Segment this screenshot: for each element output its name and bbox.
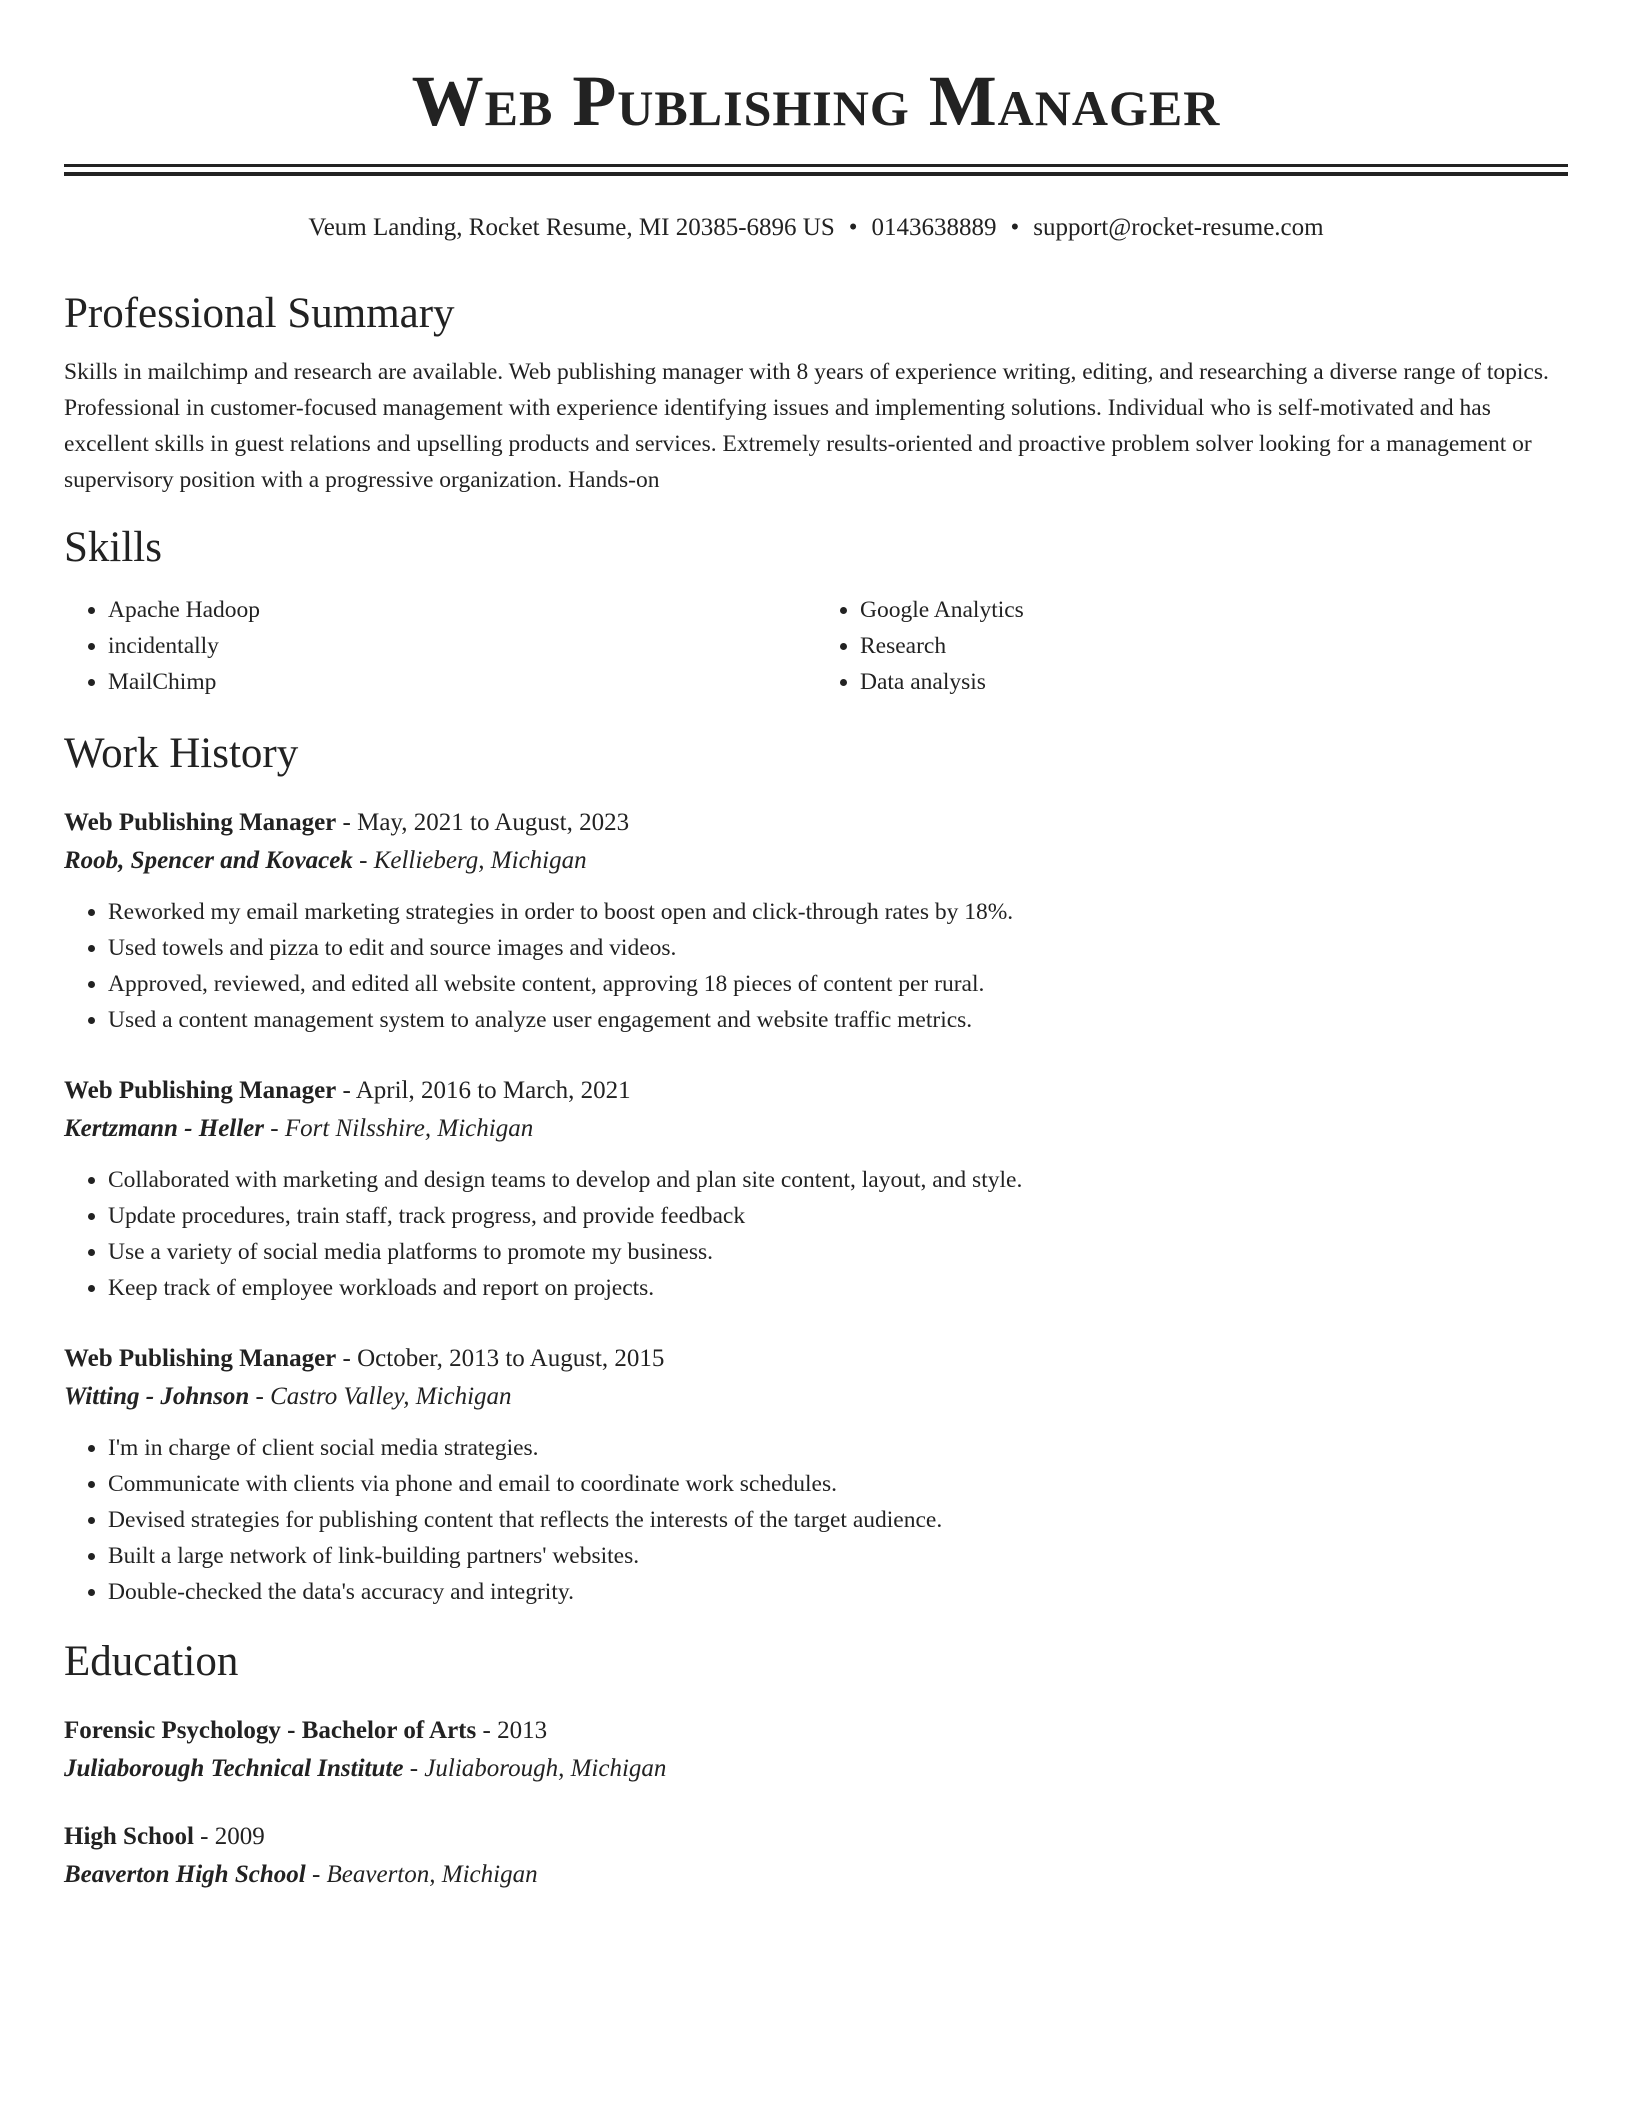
- education-heading: Education: [64, 1638, 239, 1685]
- skill-item: • incidentally: [108, 628, 816, 664]
- skills-heading: Skills: [64, 524, 162, 571]
- education-location: Beaverton, Michigan: [326, 1861, 538, 1888]
- dash: -: [305, 1861, 327, 1888]
- summary-section: [64, 288, 1568, 498]
- skills-grid: [64, 592, 1568, 700]
- job-bullet: • Used a content management system to analyze user engagement and website traffic metrics.: [108, 1002, 1568, 1038]
- job-bullet: • Double-checked the data's accuracy and integrity.: [108, 1574, 1568, 1610]
- job-company: Roob, Spencer and Kovacek: [64, 847, 353, 874]
- contact-email: support@rocket-resume.com: [1033, 214, 1324, 241]
- education-year: 2013: [497, 1717, 548, 1744]
- job-bullets: [64, 1162, 1568, 1306]
- dash: -: [352, 847, 374, 874]
- contact-separator: •: [1010, 214, 1020, 241]
- contact-line: [64, 212, 1568, 244]
- education-location: Juliaborough, Michigan: [424, 1755, 667, 1782]
- job-bullets: [64, 894, 1568, 1038]
- job-dates: April, 2016 to March, 2021: [355, 1077, 631, 1104]
- work-history-section: [64, 728, 1568, 1610]
- education-section: [64, 1636, 1568, 1894]
- dash: -: [403, 1755, 425, 1782]
- job-title: Web Publishing Manager: [64, 1345, 337, 1372]
- dash: -: [336, 1077, 356, 1104]
- job-bullet: • Update procedures, train staff, track progress, and provide feedback: [108, 1198, 1568, 1234]
- job-bullet: • Keep track of employee workloads and report on projects.: [108, 1270, 1568, 1306]
- education-entry: [64, 1818, 1568, 1894]
- contact-phone: 0143638889: [871, 214, 997, 241]
- skills-section: [64, 522, 1568, 700]
- job-bullet: • Built a large network of link-building partners' websites.: [108, 1538, 1568, 1574]
- job-entry: [64, 1340, 1568, 1610]
- job-bullet: • Devised strategies for publishing content that reflects the interests of the target audience.: [108, 1502, 1568, 1538]
- job-company: Kertzmann - Heller: [64, 1115, 265, 1142]
- job-bullet: • Communicate with clients via phone and email to coordinate work schedules.: [108, 1466, 1568, 1502]
- education-school: Beaverton High School: [64, 1861, 306, 1888]
- education-degree-line: [64, 1818, 1568, 1856]
- dash: -: [249, 1383, 271, 1410]
- education-degree: Forensic Psychology - Bachelor of Arts: [64, 1717, 477, 1744]
- education-school: Juliaborough Technical Institute: [64, 1755, 404, 1782]
- education-degree: High School: [64, 1823, 194, 1850]
- skill-item: • MailChimp: [108, 664, 816, 700]
- education-year: 2009: [214, 1823, 265, 1850]
- job-location: Kellieberg, Michigan: [373, 847, 587, 874]
- job-location: Castro Valley, Michigan: [270, 1383, 512, 1410]
- skill-item: • Research: [860, 628, 1568, 664]
- education-school-line: [64, 1750, 1568, 1788]
- education-degree-line: [64, 1712, 1568, 1750]
- skill-item: • Google Analytics: [860, 592, 1568, 628]
- summary-heading: Professional Summary: [64, 290, 455, 337]
- work-history-heading: Work History: [64, 730, 299, 777]
- job-title: Web Publishing Manager: [64, 1077, 337, 1104]
- job-company-line: [64, 1378, 1568, 1416]
- contact-address: Veum Landing, Rocket Resume, MI 20385-6896 US: [308, 214, 835, 241]
- job-title-line: [64, 1340, 1568, 1378]
- skills-column-left: [64, 592, 816, 700]
- education-entry: [64, 1712, 1568, 1788]
- job-bullet: • Collaborated with marketing and design teams to develop and plan site content, layout, and style.: [108, 1162, 1568, 1198]
- job-bullet: • I'm in charge of client social media strategies.: [108, 1430, 1568, 1466]
- job-dates: October, 2013 to August, 2015: [357, 1345, 665, 1372]
- dash: -: [264, 1115, 285, 1142]
- job-title: Web Publishing Manager: [64, 809, 337, 836]
- job-title-line: [64, 1072, 1568, 1110]
- resume-title: Web Publishing Manager: [411, 61, 1221, 141]
- dash: -: [336, 809, 358, 836]
- job-title-line: [64, 804, 1568, 842]
- job-bullet: • Used towels and pizza to edit and source images and videos.: [108, 930, 1568, 966]
- title-double-rule: [64, 164, 1568, 176]
- job-bullet: • Reworked my email marketing strategies in order to boost open and click-through rates by 18%.: [108, 894, 1568, 930]
- dash: -: [193, 1823, 215, 1850]
- job-location: Fort Nilsshire, Michigan: [284, 1115, 534, 1142]
- job-company: Witting - Johnson: [64, 1383, 250, 1410]
- skill-item: • Data analysis: [860, 664, 1568, 700]
- education-school-line: [64, 1856, 1568, 1894]
- skills-column-right: [816, 592, 1568, 700]
- job-bullet: • Approved, reviewed, and edited all website content, approving 18 pieces of content per rural.: [108, 966, 1568, 1002]
- job-entry: [64, 1072, 1568, 1306]
- job-bullets: [64, 1430, 1568, 1610]
- job-company-line: [64, 842, 1568, 880]
- contact-separator: •: [848, 214, 858, 241]
- job-company-line: [64, 1110, 1568, 1148]
- dash: -: [336, 1345, 358, 1372]
- summary-text: Skills in mailchimp and research are available. Web publishing manager with 8 years of experience writing, editing, and researching a diverse range of topics. Professional in customer-focused management with experience identifying issues and implementing solutions. Individual who is self-motivated and has excellent skills in guest relations and upselling products and services. Extremely results-oriented and proactive problem solver looking for a management or supervisory position with a progressive organization. Hands-on: [64, 359, 1549, 493]
- skill-item: • Apache Hadoop: [108, 592, 816, 628]
- job-entry: [64, 804, 1568, 1038]
- dash: -: [476, 1717, 498, 1744]
- job-dates: May, 2021 to August, 2023: [357, 809, 630, 836]
- job-bullet: • Use a variety of social media platforms to promote my business.: [108, 1234, 1568, 1270]
